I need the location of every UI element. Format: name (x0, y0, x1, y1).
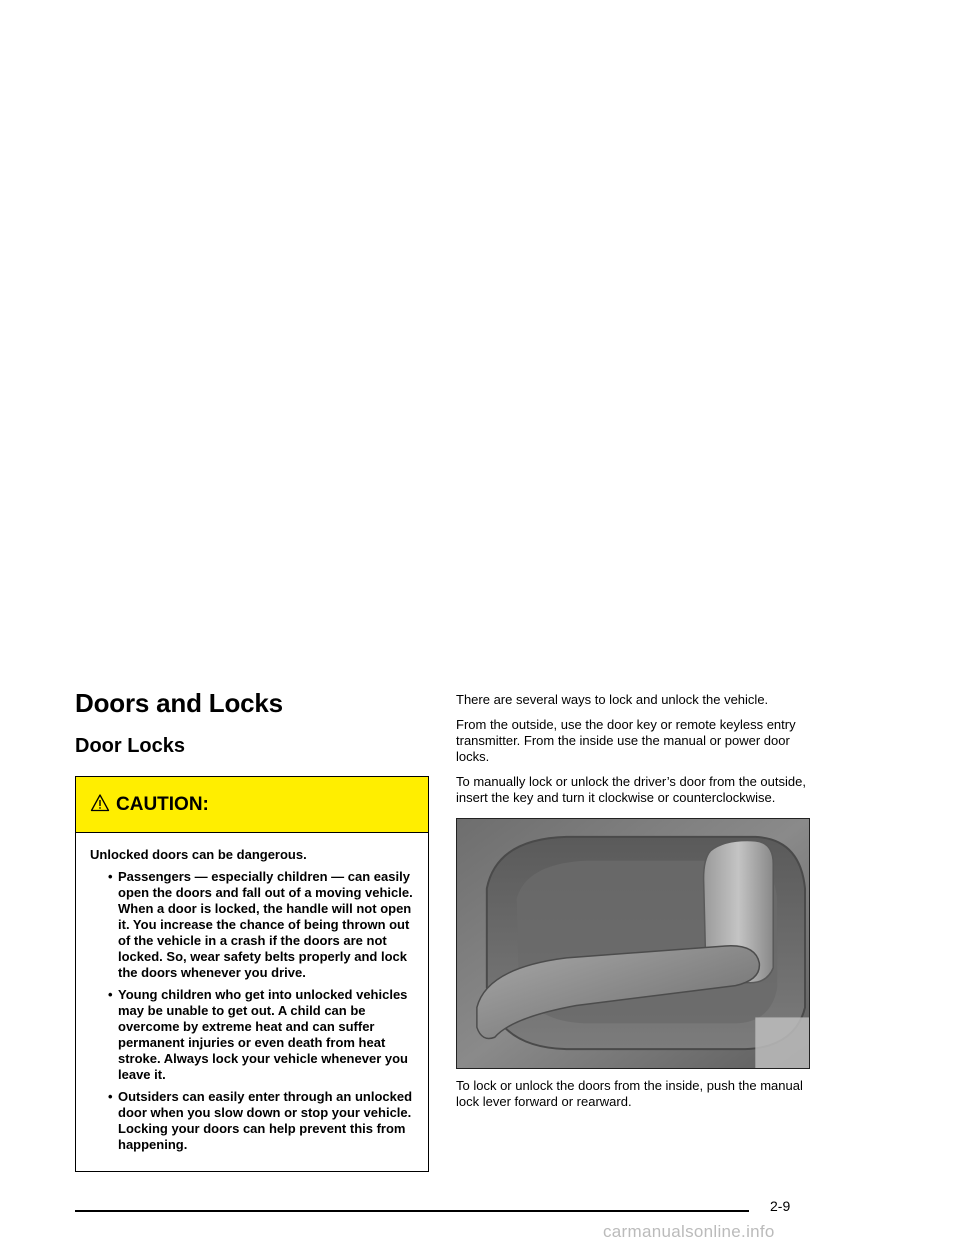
left-column (75, 686, 431, 1172)
caution-list (90, 869, 414, 1153)
body-paragraph: From the outside, use the door key or remote keyless entry transmitter. From the inside use the manual or power door locks. (456, 717, 796, 764)
door-handle-photo (456, 818, 810, 1069)
caution-bullet-text: Outsiders can easily enter through an unlocked door when you slow down or stop your vehicle. Locking your doors can help prevent this from happening. (118, 1089, 413, 1152)
right-column (456, 692, 816, 1119)
caution-label: CAUTION: (116, 793, 209, 815)
warning-triangle-icon (90, 793, 110, 813)
caution-intro: Unlocked doors can be dangerous. (90, 847, 307, 862)
page-number: 2-9 (770, 1198, 791, 1214)
footer-rule (75, 1210, 749, 1212)
caution-body (76, 833, 428, 1153)
bullet: • (108, 987, 113, 1002)
caution-bullet-text: Young children who get into unlocked vehicles may be unable to get out. A child can be overcome by extreme heat and can suffer permanent injuries or even death from heat stroke. Always lock your vehicle whenever you leave it. (118, 987, 408, 1082)
bullet: • (108, 869, 113, 884)
body-paragraph: To manually lock or unlock the driver’s door from the outside, insert the key and turn it clockwise or counterclockwise. (456, 774, 806, 805)
body-paragraph: There are several ways to lock and unlock the vehicle. (456, 692, 769, 707)
section-title: Doors and Locks (75, 688, 283, 718)
bullet: • (108, 1089, 113, 1104)
subsection-title: Door Locks (75, 735, 186, 757)
photo-caption: To lock or unlock the doors from the inside, push the manual lock lever forward or rearward. (456, 1078, 803, 1109)
list-item (108, 869, 414, 981)
caution-header (76, 777, 428, 833)
caution-box (75, 776, 429, 1172)
watermark-text: carmanualsonline.info (603, 1222, 775, 1241)
caution-bullet-text: Passengers — especially children — can easily open the doors and fall out of a moving vehicle. When a door is locked, the handle will not open it. You increase the chance of being thrown out of the vehicle in a crash if the doors are not locked. So, wear safety belts properly and lock the doors whenever you drive. (118, 869, 413, 980)
list-item (108, 987, 414, 1083)
list-item (108, 1089, 414, 1153)
